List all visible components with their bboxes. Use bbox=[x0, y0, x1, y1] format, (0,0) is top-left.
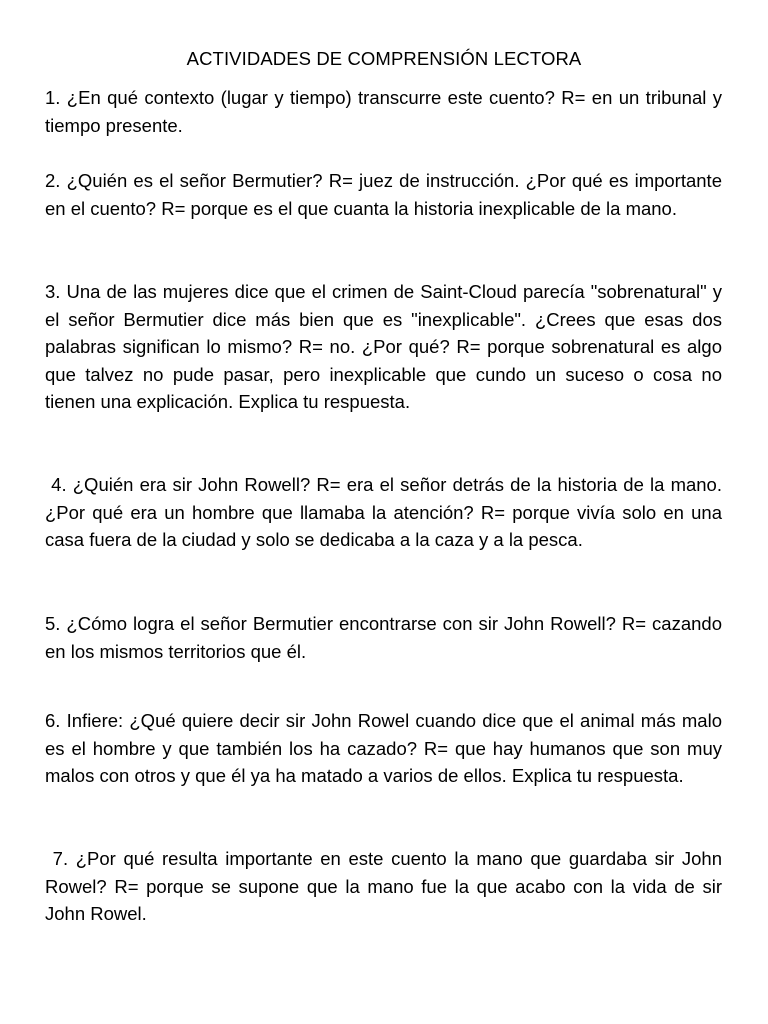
question-1-text: 1. ¿En qué contexto (lugar y tiempo) transcurre este cuento? R= en un tribunal y tiempo presente. bbox=[45, 87, 722, 136]
question-6 bbox=[45, 707, 722, 790]
question-3 bbox=[45, 278, 722, 416]
question-6-text: 6. Infiere: ¿Qué quiere decir sir John Rowel cuando dice que el animal más malo es el hombre y que también los ha cazado? R= que hay humanos que son muy malos con otros y que él ya ha matado a varios de ellos. Explica tu respuesta. bbox=[45, 710, 722, 786]
question-4 bbox=[45, 471, 722, 554]
page-title: ACTIVIDADES DE COMPRENSIÓN LECTORA bbox=[186, 48, 582, 69]
question-5-text: 5. ¿Cómo logra el señor Bermutier encontrarse con sir John Rowell? R= cazando en los mismos territorios que él. bbox=[45, 613, 722, 662]
question-1 bbox=[45, 84, 722, 139]
question-5 bbox=[45, 610, 722, 665]
question-4-text: 4. ¿Quién era sir John Rowell? R= era el señor detrás de la historia de la mano. ¿Por qué era un hombre que llamaba la atención? R= porque vivía solo en una casa fuera de la ciudad y solo se dedicaba a la caza y a la pesca. bbox=[45, 474, 722, 550]
question-7-text: 7. ¿Por qué resulta importante en este cuento la mano que guardaba sir John Rowel? R= porque se supone que la mano fue la que acabo con la vida de sir John Rowel. bbox=[45, 848, 722, 924]
question-2 bbox=[45, 167, 722, 222]
question-3-text: 3. Una de las mujeres dice que el crimen de Saint-Cloud parecía "sobrenatural" y el señor Bermutier dice más bien que es "inexplicable". ¿Crees que esas dos palabras significan lo mismo? R= no. ¿Por qué? R= porque sobrenatural es algo que talvez no pude pasar, pero inexplicable que cundo un suceso o cosa no tienen una explicación. Explica tu respuesta. bbox=[45, 281, 722, 412]
question-7 bbox=[45, 845, 722, 928]
question-2-text: 2. ¿Quién es el señor Bermutier? R= juez de instrucción. ¿Por qué es importante en el cuento? R= porque es el que cuanta la historia inexplicable de la mano. bbox=[45, 170, 722, 219]
